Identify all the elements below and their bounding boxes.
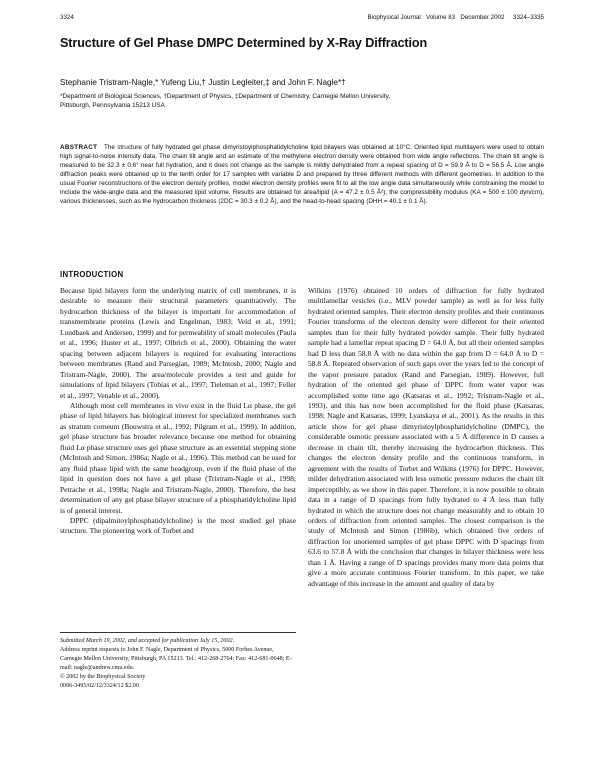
abstract-text: The structure of fully hydrated gel phase dimyristoylphosphatidylcholine lipid bilayers was obtained at 10°C. Oriented lipid multilayers were used to obtain high signal-to-noise intensity data. The chain tilt angle and an estimate of the methylene electron density were obtained from wide angle reflections. The chain tilt angle is measured to be 32.3 ± 0.6° near full hydration, and it does not change as the sample is mildly dehydrated from a repeat spacing of D = 59.9 Å to D = 56.5 Å. Low angle diffraction peaks were obtained up to the tenth order for 17 samples with variable D and prepared by three different methods with different geometries. In addition to the usual Fourier reconstructions of the electron density profiles, model electron density profiles were fit to all the low angle data simultaneously while constraining the model to include the wide-angle data and the measured lipid volume. Results are obtained for area/lipid (A = 47.2 ± 0.5 Å²), the compressibility modulus (KA = 500 ± 100 dyn/cm), various thicknesses, such as the hydrocarbon thickness (2DC = 30.3 ± 0.2 Å), and the head-to-head spacing (DHH = 40.1 ± 0.1 Å). <box>60 144 544 205</box>
footnotes <box>60 637 296 690</box>
paragraph: Although most cell membranes in vivo exist in the fluid Lα phase, the gel phase of lipid bilayers has biological interest for specialized membranes such as stratum corneum (Bouwstra et al., 1992; Pilgram et al., 1999). In addition, gel phase structure has broader relevance because one method for obtaining fluid Lα phase structure uses gel phase structure as an essential stepping stone (McIntosh and Simon, 1986a; Nagle et al., 1996). This method can be used for any fluid phase lipid with the same headgroup, even if the fluid phase of the lipid in question does not have a gel phase (Tristram-Nagle et al., 1998; Petrache et al., 1998a; Nagle and Tristram-Nagle, 2000). Therefore, the best determination of any gel phase bilayer structure of a phosphatidylcholine lipid is of general interest. <box>60 400 296 515</box>
paragraph: Wilkins (1976) obtained 10 orders of diffraction for fully hydrated multilamellar vesicles (i.e., MLV powder sample) as well as for less fully hydrated oriented samples. Their electron density profiles and their continuous Fourier transforms of the electron density were different for their oriented samples than for their fully hydrated powder sample. Their fully hydrated sample had a lamellar repeat spacing D = 64.0 Å, but all their oriented samples had D less than 58.8 Å with no data within the gap from D = 64.0 Å to D = 58.8 Å. Repeated observation of such gaps over the years led to the concept of the vapor pressure paradox (Rand and Parsegian, 1989). However, full hydration of the oriented gel phase of DPPC from water vapor was accomplished some time ago (Katsaras et al., 1992; Tristram-Nagle et al., 1993), and this has now been accomplished for the fluid phase (Katsaras, 1998; Nagle and Katsaras, 1999; Lyatskaya et al., 2001). As the results in this article show for gel phase dimyristoylphosphatidylcholine (DMPC), the considerable osmotic pressure associated with a 5 Å difference in D causes a decrease in chain tilt, thereby increasing the hydrocarbon thickness. This changes the electron density profile and the continuous transform, in agreement with the results of Torbet and Wilkins (1976) for DPPC. However, milder dehydration associated with less osmotic pressure reduces the chain tilt imperceptibly, as we show in this paper. Therefore, it is now possible to obtain data in a range of D spacings from fully hydrated to 4 Å less than fully hydrated in which the structure does not change measurably and to obtain 10 orders of diffraction from oriented samples. The closest comparison is the study of McIntosh and Simon (1986b), which obtained five orders of diffraction for unoriented samples of gel phase DPPC with D spacings from 63.6 to 57.8 Å with the conclusion that changes in bilayer thickness were less than 1 Å. Having a range of D spacings provides many more data points that give a more accurate continuous Fourier transform. In this paper, we take advantage of this increase in the amount and quality of data by <box>308 286 544 588</box>
affiliations <box>60 92 544 110</box>
copyright-note: © 2002 by the Biophysical Society <box>60 673 146 680</box>
body-column-left <box>60 286 296 537</box>
author-list: Stephanie Tristram-Nagle,* Yufeng Liu,† Justin Legleiter,‡ and John F. Nagle*† <box>60 78 346 87</box>
journal-name: Biophysical Journal <box>367 14 421 21</box>
affiliation-line-2: Pittsburgh, Pennsylvania 15213 USA <box>60 102 165 109</box>
abstract <box>60 143 544 206</box>
paragraph: DPPC (dipalmitoylphosphatidylcholine) is the most studied gel phase structure. The pioneering work of Torbet and <box>60 515 296 536</box>
submission-note: Submitted March 19, 2002, and accepted for publication July 15, 2002. <box>60 638 235 644</box>
journal-volume: Volume 83 <box>425 14 456 21</box>
journal-date: December 2002 <box>460 14 505 21</box>
paragraph: Because lipid bilayers form the underlying matrix of cell membranes, it is desirable to measure their structural parameters quantitatively. The hydrocarbon thickness of the bilayer is important for accommodation of transmembrane proteins (Lewis and Engelman, 1983; Veld et al., 1991; Lundbaek and Andersen, 1999) and for permeability of small molecules (Paula et al., 1996; Huster et al., 1997; Olbrich et al., 2000). Obtaining the water spacing between adjacent bilayers is required for evaluating interactions between membranes (Rand and Parsegian, 1989; McIntosh, 2000; Nagle and Tristram-Nagle, 2000). The area/molecule provides a test and guide for simulations of lipid bilayers (Tobias et al., 1997; Tieleman et al., 1997; Feller et al., 1997; Venable et al., 2000). <box>60 286 296 400</box>
reprint-address: Address reprint requests to John F. Nagle, Department of Physics, 5000 Forbes Avenue, Carnegie Mellon University, Pittsburgh, PA 15213. Tel.: 412-268-2764; Fax: 412-681-0648; E-mail: nagle@andrew.cmu.edu. <box>60 646 292 671</box>
page-number: 3324 <box>60 14 74 21</box>
article-title: Structure of Gel Phase DMPC Determined by X-Ray Diffraction <box>60 36 428 50</box>
issn-note: 0006-3495/02/12/3324/12 $2.00 <box>60 682 139 689</box>
section-heading: INTRODUCTION <box>60 270 124 279</box>
journal-pages: 3324–3335 <box>513 14 544 21</box>
footnote-rule <box>60 632 296 633</box>
journal-citation <box>367 14 544 21</box>
affiliation-line-1: *Department of Biological Sciences, †Department of Physics, ‡Department of Chemistry, Carnegie Mellon University, <box>60 93 391 100</box>
abstract-label: ABSTRACT <box>60 144 98 151</box>
body-column-right <box>308 286 544 589</box>
running-header <box>60 14 544 21</box>
